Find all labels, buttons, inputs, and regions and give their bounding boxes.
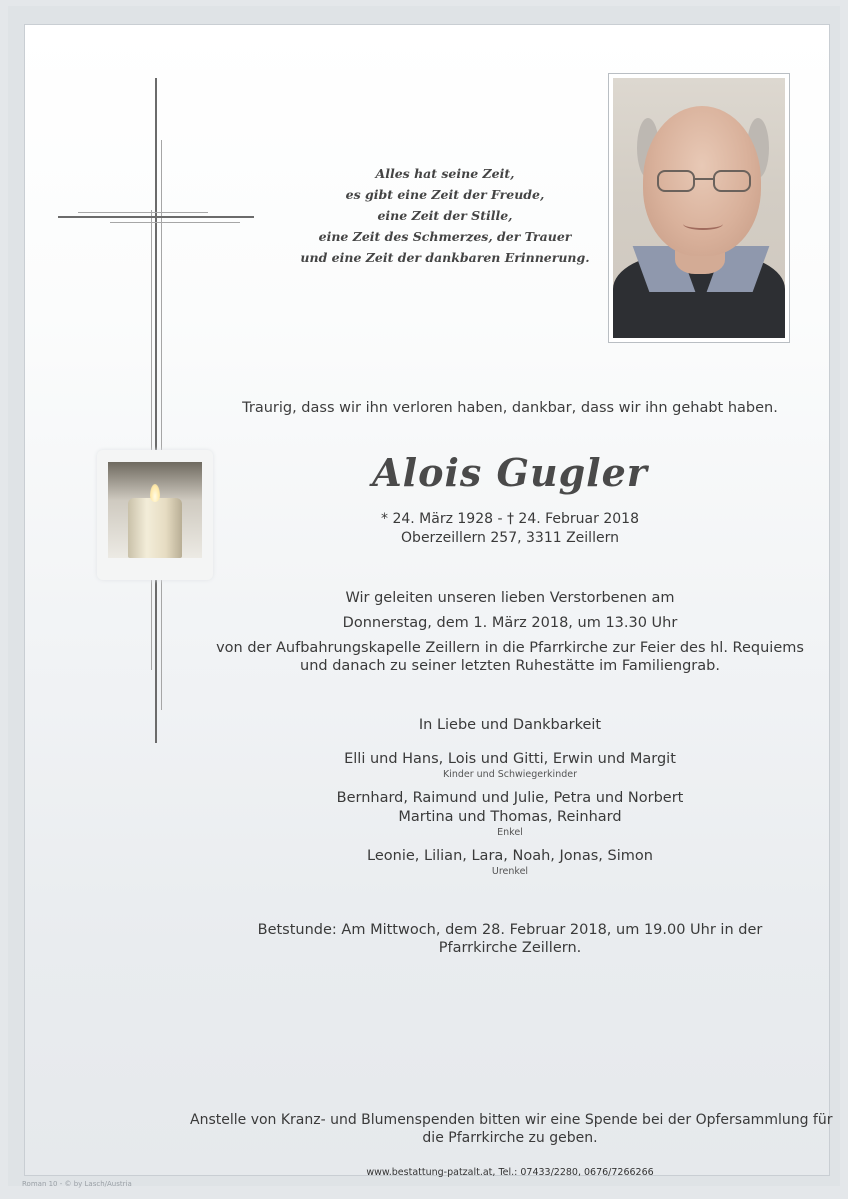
grandchildren-names: Martina und Thomas, Reinhard: [398, 809, 622, 825]
funeral-text-line: Wir geleiten unseren lieben Verstorbenen am: [345, 590, 675, 606]
prayer-text-line: Pfarrkirche Zeillern.: [438, 940, 582, 956]
mourners-heading: In Liebe und Dankbarkeit: [418, 717, 602, 733]
great-grandchildren-names: Leonie, Lilian, Lara, Noah, Jonas, Simon: [367, 848, 653, 864]
deceased-name: Alois Gugler: [372, 450, 648, 495]
portrait-frame: [608, 73, 790, 343]
verse-line: eine Zeit des Schmerzes, der Trauer: [318, 229, 572, 244]
grandchildren-names: Bernhard, Raimund und Julie, Petra und Norbert: [336, 790, 684, 806]
intro-text: Traurig, dass wir ihn verloren haben, dankbar, dass wir ihn gehabt haben.: [242, 400, 778, 416]
flame-icon: [150, 484, 160, 502]
template-credit: Roman 10 - © by Lasch/Austria: [22, 1180, 132, 1188]
footer-contact: www.bestattung-patzalt.at, Tel.: 07433/2280, 0676/7266266: [366, 1167, 654, 1178]
verse-line: Alles hat seine Zeit,: [375, 166, 515, 181]
children-names: Elli und Hans, Lois und Gitti, Erwin und Margit: [344, 751, 676, 767]
funeral-text-line: von der Aufbahrungskapelle Zeillern in die Pfarrkirche zur Feier des hl. Requiems: [216, 640, 804, 656]
verse-line: eine Zeit der Stille,: [377, 208, 513, 223]
donation-text-line: Anstelle von Kranz- und Blumenspenden bitten wir eine Spende bei der Opfersammlung für: [190, 1112, 833, 1128]
children-label: Kinder und Schwiegerkinder: [442, 769, 578, 780]
candle-image: [97, 450, 213, 580]
prayer-text-line: Betstunde: Am Mittwoch, dem 28. Februar 2018, um 19.00 Uhr in der: [257, 922, 763, 938]
portrait-photo: [613, 78, 785, 338]
funeral-text-line: Donnerstag, dem 1. März 2018, um 13.30 Uhr: [342, 615, 678, 631]
verse-line: und eine Zeit der dankbaren Erinnerung.: [300, 250, 590, 265]
donation-text-line: die Pfarrkirche zu geben.: [422, 1130, 598, 1146]
life-dates: * 24. März 1928 - † 24. Februar 2018: [381, 511, 639, 527]
funeral-text-line: und danach zu seiner letzten Ruhestätte im Familiengrab.: [300, 658, 720, 674]
memorial-verse: [255, 163, 635, 268]
great-grandchildren-label: Urenkel: [491, 866, 529, 877]
verse-line: es gibt eine Zeit der Freude,: [345, 187, 545, 202]
grandchildren-label: Enkel: [497, 827, 523, 838]
deceased-address: Oberzeillern 257, 3311 Zeillern: [401, 530, 619, 546]
candle-icon: [128, 498, 182, 558]
